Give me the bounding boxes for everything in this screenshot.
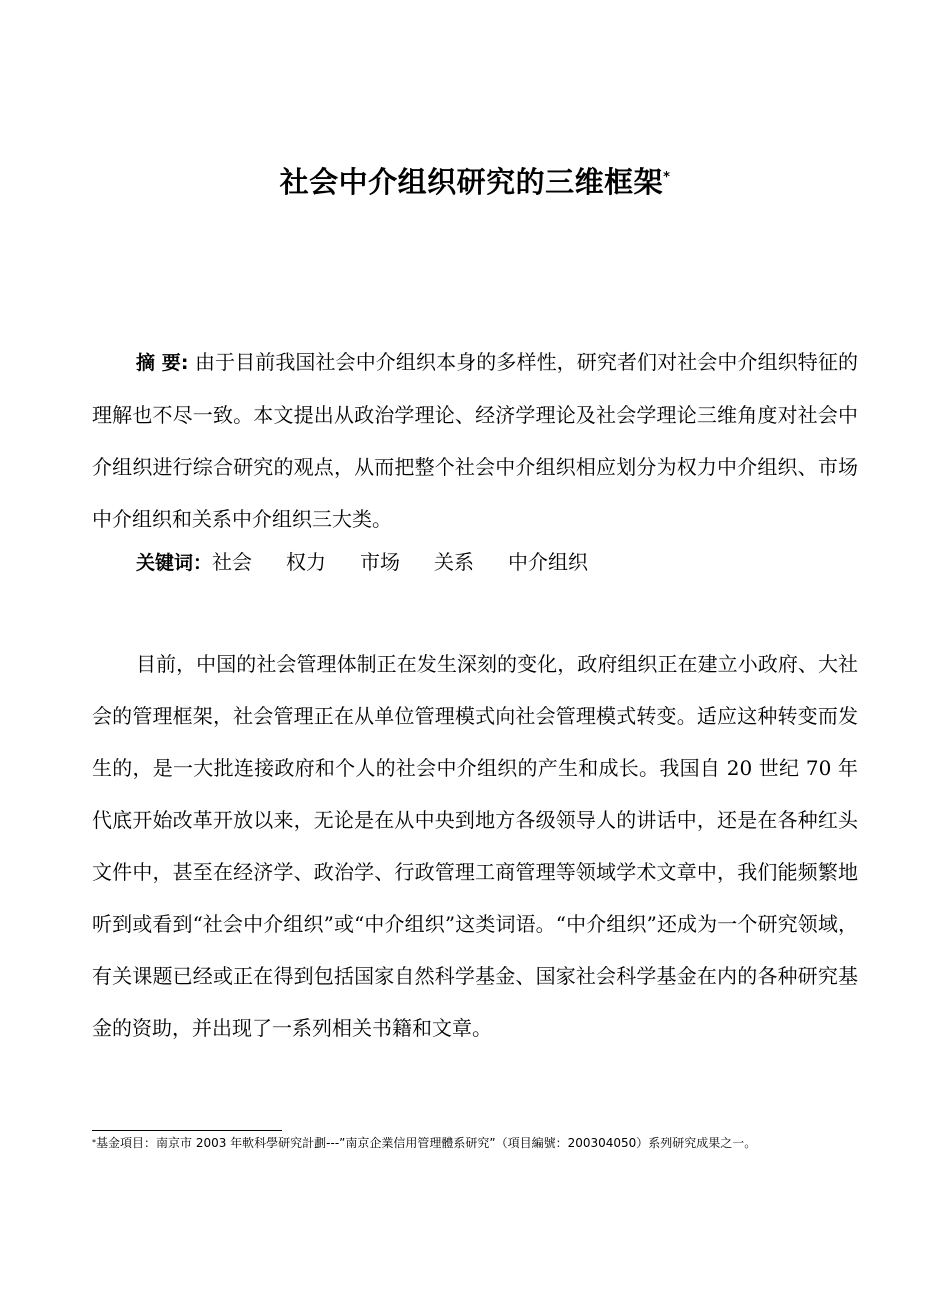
keyword-item: 市场 — [360, 550, 401, 574]
abstract-text: 由于目前我国社会中介组织本身的多样性，研究者们对社会中介组织特征的理解也不尽一致。本文提出从政治学理论、经济学理论及社会学理论三维角度对社会中介组织进行综合研究的观点，从而把整个社会中介组织相应划分为权力中介组织、市场中介组织和关系中介组织三大类。 — [92, 350, 858, 531]
page-title — [0, 160, 950, 204]
footnote-divider — [92, 1130, 282, 1131]
abstract-label: 摘 要: — [136, 352, 189, 374]
keyword-item: 社会 — [212, 550, 253, 574]
keyword-item: 关系 — [434, 550, 475, 574]
keywords-line — [92, 536, 858, 589]
footnote-text: 基金項目：南京市 2003 年軟科學研究計劃---”南京企業信用管理體系研究”（項目編號：200304050）系列研究成果之一。 — [96, 1136, 757, 1150]
footnote-mark: * — [92, 1138, 96, 1147]
body-paragraph: 目前，中国的社会管理体制正在发生深刻的变化，政府组织正在建立小政府、大社会的管理框架，社会管理正在从单位管理模式向社会管理模式转变。适应这种转变而发生的，是一大批连接政府和个人的社会中介组织的产生和成长。我国自 20 世纪 70 年代底开始改革开放以来，无论是在从中央到地方各级领导人的讲话中，还是在各种红头文件中，甚至在经济学、政治学、行政管理工商管理等领域学术文章中，我们能频繁地听到或看到“社会中介组织”或“中介组织”这类词语。“中介组织”还成为一个研究领域，有关课题已经或正在得到包括国家自然科学基金、国家社会科学基金在内的各种研究基金的资助，并出现了一系列相关书籍和文章。 — [92, 652, 858, 1040]
keywords-label: 关键词： — [136, 552, 213, 574]
title-text: 社会中介组织研究的三维框架 — [279, 165, 664, 199]
title-footnote-mark: * — [663, 170, 671, 185]
abstract-paragraph — [92, 336, 858, 545]
keyword-item: 中介组织 — [508, 550, 589, 574]
footnote — [92, 1134, 882, 1152]
keyword-item: 权力 — [286, 550, 327, 574]
